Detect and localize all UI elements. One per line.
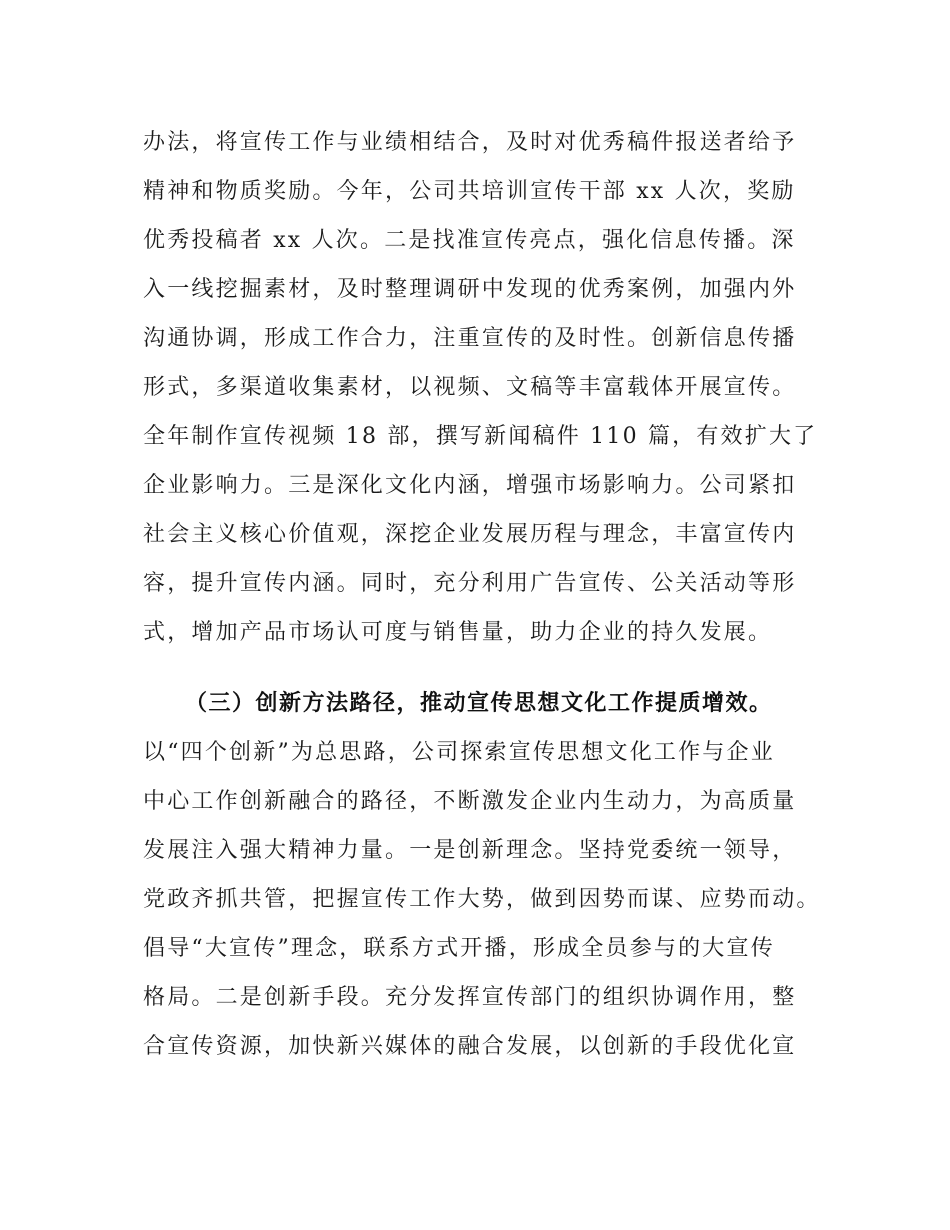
paragraph-line: 社会主义核心价值观，深挖企业发展历程与理念，丰富宣传内 <box>143 522 797 547</box>
paragraph-line: 形式，多渠道收集素材，以视频、文稿等丰富载体开展宣传。 <box>143 375 797 400</box>
paragraph-line: 办法，将宣传工作与业绩相结合，及时对优秀稿件报送者给予 <box>143 130 797 155</box>
paragraph-line: 沟通协调，形成工作合力，注重宣传的及时性。创新信息传播 <box>143 326 797 351</box>
paragraph-line: 式，增加产品市场认可度与销售量，助力企业的持久发展。 <box>143 620 773 645</box>
paragraph-line: 入一线挖掘素材，及时整理调研中发现的优秀案例，加强内外 <box>143 277 797 302</box>
paragraph-line: 党政齐抓共管，把握宣传工作大势，做到因势而谋、应势而动。 <box>143 887 821 912</box>
paragraph-line: 中心工作创新融合的路径，不断激发企业内生动力，为高质量 <box>143 789 797 814</box>
paragraph-line: 容，提升宣传内涵。同时，充分利用广告宣传、公关活动等形 <box>143 571 797 596</box>
paragraph-line: 发展注入强大精神力量。一是创新理念。坚持党委统一领导， <box>143 838 797 863</box>
paragraph-line: 优秀投稿者 xx 人次。二是找准宣传亮点，强化信息传播。深 <box>143 228 796 253</box>
paragraph-line: 以“四个创新”为总思路，公司探索宣传思想文化工作与企业 <box>143 740 775 765</box>
section-heading: （三）创新方法路径，推动宣传思想文化工作提质增效。 <box>185 691 773 716</box>
paragraph-line: 合宣传资源，加快新兴媒体的融合发展，以创新的手段优化宣 <box>143 1034 797 1059</box>
paragraph-line: 倡导“大宣传”理念，联系方式开播，形成全员参与的大宣传 <box>143 936 775 961</box>
paragraph-line: 精神和物质奖励。今年，公司共培训宣传干部 xx 人次，奖励 <box>143 179 796 204</box>
paragraph-line: 格局。二是创新手段。充分发挥宣传部门的组织协调作用，整 <box>143 985 797 1010</box>
paragraph-line: 企业影响力。三是深化文化内涵，增强市场影响力。公司紧扣 <box>143 473 797 498</box>
paragraph-line: 全年制作宣传视频 18 部，撰写新闻稿件 110 篇，有效扩大了 <box>143 424 818 449</box>
